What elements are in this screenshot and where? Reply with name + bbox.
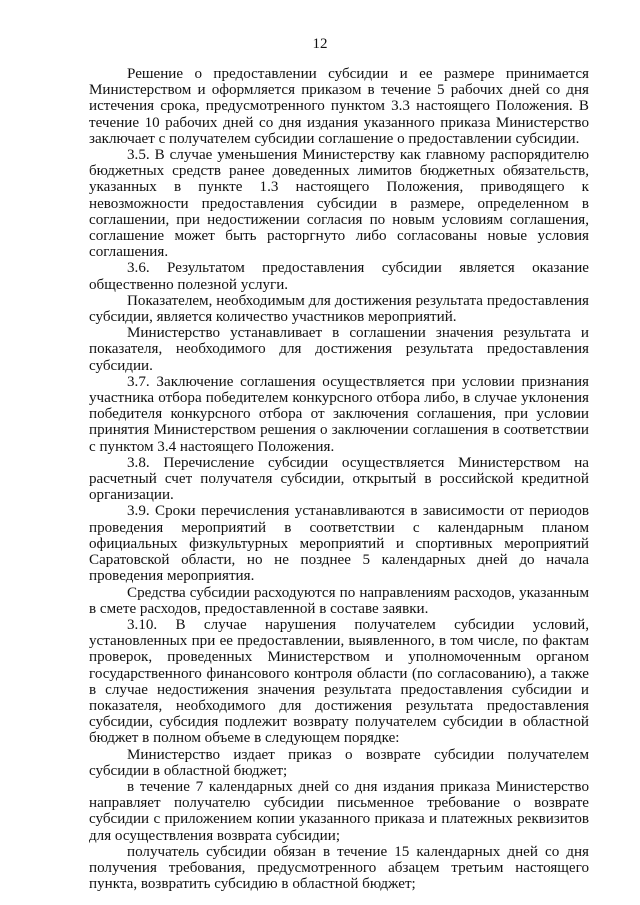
paragraph-3-6: 3.6. Результатом предоставления субсидии является оказание общественно полезной услуги. xyxy=(89,260,589,293)
paragraph-indicator: Показателем, необходимым для достижения результата предоставления субсидии, является количество участников мероприятий. xyxy=(89,292,589,326)
paragraph-decision: Решение о предоставлении субсидии и ее размере принимается Министерством и оформляется приказом в течение 5 рабочих дней со дня истечения срока, предусмотренного пунктом 3.3 настоящего Положения. В течение 10 рабочих дней со дня издания указанного приказа Министерство заключает с получателем субсидии соглашение о предоставлении субсидии. xyxy=(89,66,589,147)
paragraph-3-7: 3.7. Заключение соглашения осуществляется при условии признания участника отбора победителем конкурсного отбора либо, в случае уклонения победителя конкурсного отбора от заключения соглашения, при условии принятия Министерством решения о заключении соглашения в соответствии с пунктом 3.4 настоящего Положения. xyxy=(89,373,589,455)
paragraph-spending: Средства субсидии расходуются по направлениям расходов, указанным в смете расходов, предоставленной в составе заявки. xyxy=(89,584,589,617)
paragraph-3-10: 3.10. В случае нарушения получателем субсидии условий, установленных при ее предоставлении, выявленного, в том числе, по фактам проверок, проведенных Министерством и уполномоченным органом государственного финансового контроля области (по согласованию), а также в случае недостижения значения результата предоставления субсидии и показателя, необходимого для достижения результата предоставления субсидии, субсидия подлежит возврату получателем субсидии в областной бюджет в полном объеме в следующем порядке: xyxy=(89,616,589,747)
paragraph-refund-obligation: получатель субсидии обязан в течение 15 календарных дней со дня получения требования, предусмотренного абзацем третьим настоящего пункта, возвратить субсидию в областной бюджет; xyxy=(89,843,589,893)
page-number: 12 xyxy=(312,36,328,52)
paragraph-3-5: 3.5. В случае уменьшения Министерству как главному распорядителю бюджетных средств ранее доведенных лимитов бюджетных обязательств, указанных в пункте 1.3 настоящего Положения, приводящего к невозможности предоставления субсидии в размере, определенном в соглашении, при недостижении согласия по новым условиям соглашения, соглашение может быть расторгнуто либо согласованы новые условия соглашения. xyxy=(89,147,589,261)
document-body xyxy=(89,66,589,892)
paragraph-demand-notice: в течение 7 календарных дней со дня издания приказа Министерство направляет получателю субсидии письменное требование о возврате субсидии с приложением копии указанного приказа и платежных реквизитов для осуществления возврата субсидии; xyxy=(89,778,589,844)
paragraph-ministry-sets-values: Министерство устанавливает в соглашении значения результата и показателя, необходимого для достижения результата предоставления субсидии. xyxy=(89,325,589,374)
paragraph-order-issue: Министерство издает приказ о возврате субсидии получателем субсидии в областной бюджет; xyxy=(89,746,589,779)
paragraph-3-9: 3.9. Сроки перечисления устанавливаются в зависимости от периодов проведения мероприятий в соответствии с календарным планом официальных физкультурных мероприятий и спортивных мероприятий Саратовской области, но не позднее 5 календарных дней до начала проведения мероприятия. xyxy=(89,503,589,585)
paragraph-3-8: 3.8. Перечисление субсидии осуществляется Министерством на расчетный счет получателя субсидии, открытый в российской кредитной организации. xyxy=(89,454,589,504)
